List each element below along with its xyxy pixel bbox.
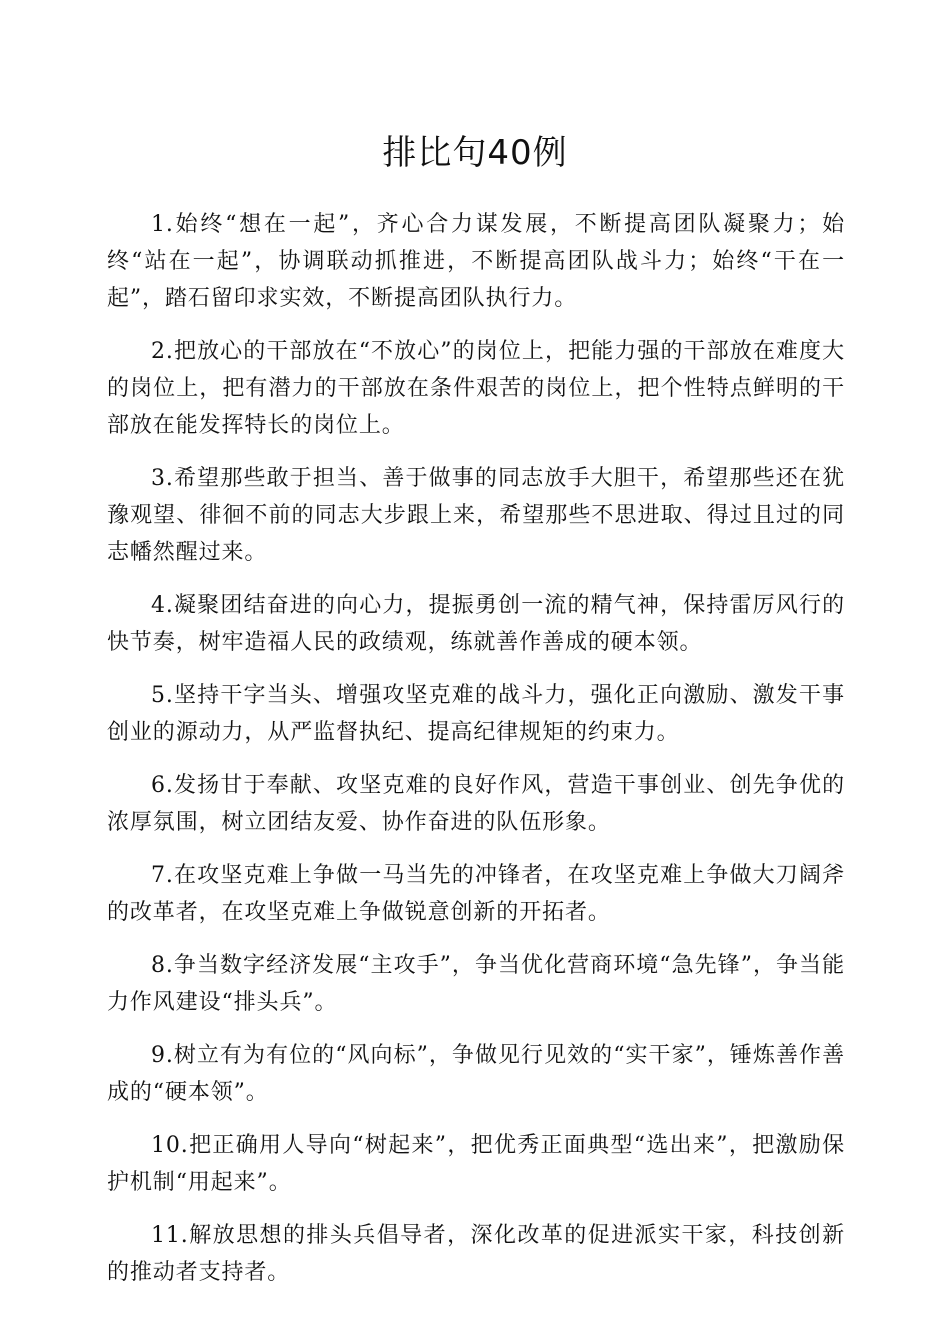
paragraph-7: 7.在攻坚克难上争做一马当先的冲锋者，在攻坚克难上争做大刀阔斧的改革者，在攻坚克难上争做锐意创新的开拓者。	[107, 863, 845, 925]
paragraph-8: 8.争当数字经济发展“主攻手”，争当优化营商环境“急先锋”，争当能力作风建设“排头兵”。	[107, 953, 845, 1015]
document-body	[107, 206, 845, 1307]
paragraph-1: 1.始终“想在一起”，齐心合力谋发展，不断提高团队凝聚力；始终“站在一起”，协调联动抓推进，不断提高团队战斗力；始终“干在一起”，踏石留印求实效，不断提高团队执行力。	[107, 212, 845, 311]
paragraph-10: 10.把正确用人导向“树起来”，把优秀正面典型“选出来”，把激励保护机制“用起来”。	[107, 1133, 845, 1195]
paragraph-4: 4.凝聚团结奋进的向心力，提振勇创一流的精气神，保持雷厉风行的快节奏，树牢造福人民的政绩观，练就善作善成的硬本领。	[107, 593, 845, 655]
paragraph-2: 2.把放心的干部放在“不放心”的岗位上，把能力强的干部放在难度大的岗位上，把有潜力的干部放在条件艰苦的岗位上，把个性特点鲜明的干部放在能发挥特长的岗位上。	[107, 339, 845, 438]
document-title: 排比句40例	[382, 133, 568, 173]
paragraph-5: 5.坚持干字当头、增强攻坚克难的战斗力，强化正向激励、激发干事创业的源动力，从严监督执纪、提高纪律规矩的约束力。	[107, 683, 845, 745]
paragraph-6: 6.发扬甘于奉献、攻坚克难的良好作风，营造干事创业、创先争优的浓厚氛围，树立团结友爱、协作奋进的队伍形象。	[107, 773, 845, 835]
paragraph-3: 3.希望那些敢于担当、善于做事的同志放手大胆干，希望那些还在犹豫观望、徘徊不前的同志大步跟上来，希望那些不思进取、得过且过的同志幡然醒过来。	[107, 466, 845, 565]
paragraph-9: 9.树立有为有位的“风向标”，争做见行见效的“实干家”，锤炼善作善成的“硬本领”。	[107, 1043, 845, 1105]
paragraph-11: 11.解放思想的排头兵倡导者，深化改革的促进派实干家，科技创新的推动者支持者。	[107, 1223, 845, 1285]
